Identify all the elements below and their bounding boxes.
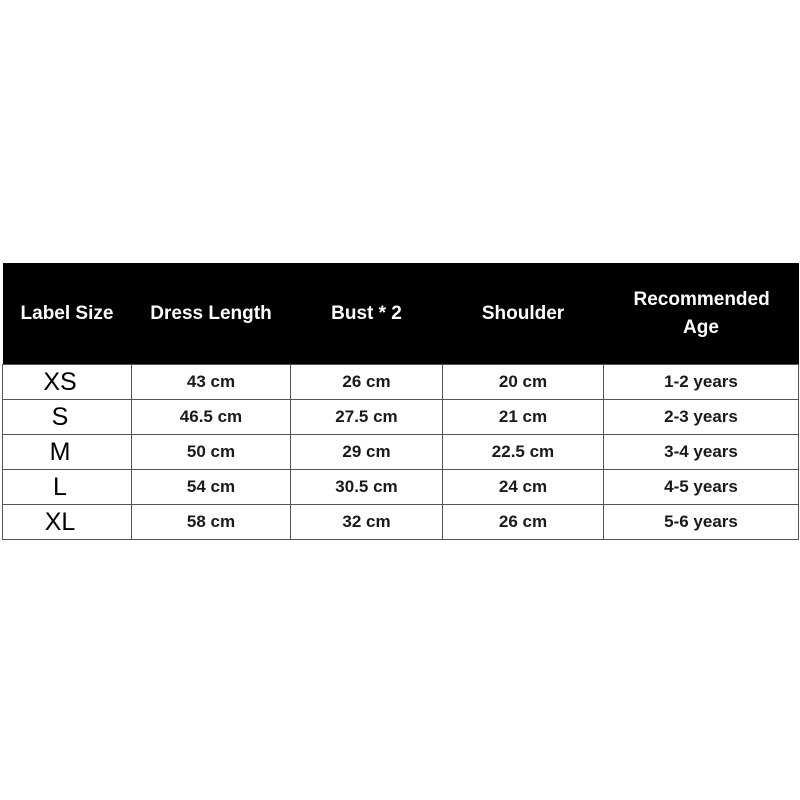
size-label-cell: XS [3, 365, 132, 400]
size-chart-table [2, 263, 799, 540]
dress-length-cell: 50 cm [132, 435, 291, 470]
size-label-cell: L [3, 470, 132, 505]
bust-cell: 29 cm [291, 435, 443, 470]
header-row [3, 263, 799, 365]
size-label-cell: S [3, 400, 132, 435]
header-dress-length: Dress Length [132, 263, 291, 365]
size-label-cell: XL [3, 505, 132, 540]
table-row [3, 400, 799, 435]
dress-length-cell: 58 cm [132, 505, 291, 540]
header-recommended-age: Recommended Age [604, 263, 799, 365]
shoulder-cell: 20 cm [443, 365, 604, 400]
header-shoulder: Shoulder [443, 263, 604, 365]
age-cell: 3-4 years [604, 435, 799, 470]
dress-length-cell: 43 cm [132, 365, 291, 400]
shoulder-cell: 22.5 cm [443, 435, 604, 470]
bust-cell: 32 cm [291, 505, 443, 540]
table-row [3, 505, 799, 540]
shoulder-cell: 26 cm [443, 505, 604, 540]
age-cell: 5-6 years [604, 505, 799, 540]
age-cell: 2-3 years [604, 400, 799, 435]
bust-cell: 26 cm [291, 365, 443, 400]
shoulder-cell: 24 cm [443, 470, 604, 505]
age-cell: 1-2 years [604, 365, 799, 400]
table-row [3, 470, 799, 505]
dress-length-cell: 54 cm [132, 470, 291, 505]
bust-cell: 30.5 cm [291, 470, 443, 505]
dress-length-cell: 46.5 cm [132, 400, 291, 435]
size-label-cell: M [3, 435, 132, 470]
table-row [3, 365, 799, 400]
shoulder-cell: 21 cm [443, 400, 604, 435]
table-row [3, 435, 799, 470]
header-label-size: Label Size [3, 263, 132, 365]
age-cell: 4-5 years [604, 470, 799, 505]
bust-cell: 27.5 cm [291, 400, 443, 435]
header-bust: Bust * 2 [291, 263, 443, 365]
